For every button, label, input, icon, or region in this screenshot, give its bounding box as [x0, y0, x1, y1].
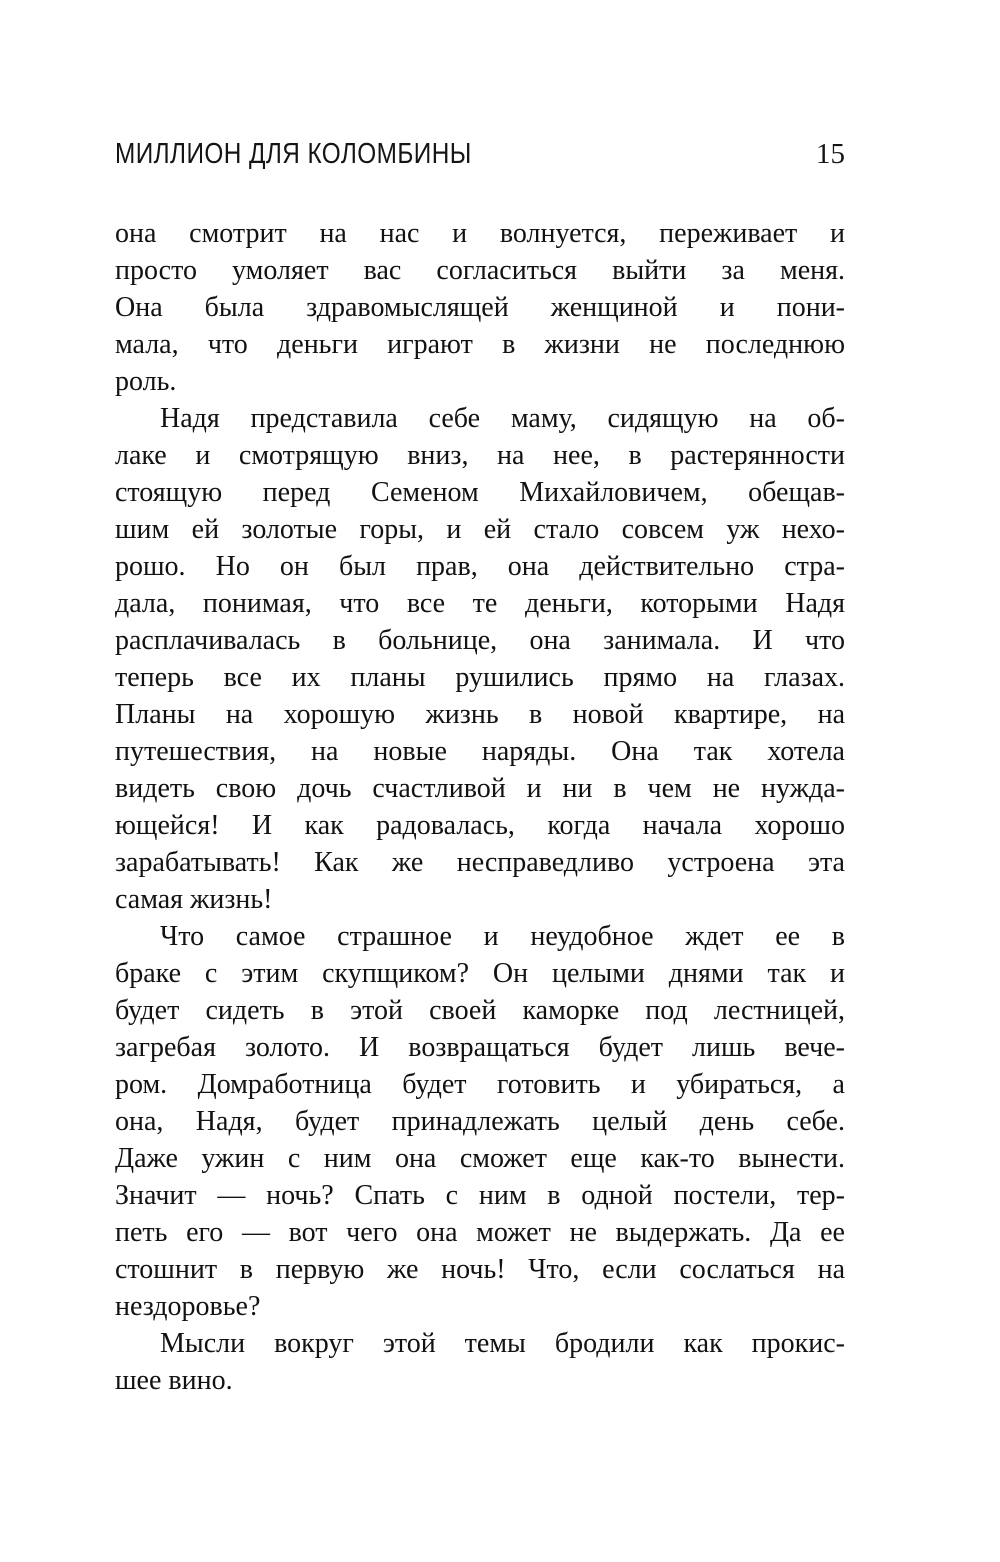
text-line: мала, что деньги играют в жизни не последнюю	[115, 329, 845, 360]
text-line: она смотрит на нас и волнуется, переживает и	[115, 218, 845, 249]
text-line: ющейся! И как радовалась, когда начала хорошо	[115, 810, 845, 841]
page-number: 15	[816, 138, 845, 170]
page-header	[115, 138, 845, 171]
text-line: лаке и смотрящую вниз, на нее, в растерянности	[115, 440, 845, 471]
text-line: она, Надя, будет принадлежать целый день себе.	[115, 1106, 845, 1137]
text-line: просто умоляет вас согласиться выйти за меня.	[115, 255, 845, 286]
text-line: ром. Домработница будет готовить и убираться, а	[115, 1069, 845, 1100]
running-title: МИЛЛИОН ДЛЯ КОЛОМБИНЫ	[115, 138, 472, 170]
text-line: нездоровье?	[115, 1291, 261, 1322]
text-line: дала, понимая, что все те деньги, которыми Надя	[115, 588, 845, 619]
paragraph	[115, 1325, 845, 1399]
text-line: шим ей золотые горы, и ей стало совсем уж нехо-	[115, 514, 845, 545]
text-line: стошнит в первую же ночь! Что, если сослаться на	[115, 1254, 845, 1285]
text-line: расплачивалась в больнице, она занимала. И что	[115, 625, 845, 656]
paragraph	[115, 918, 845, 1325]
text-line: Даже ужин с ним она сможет еще как-то вынести.	[115, 1143, 845, 1174]
text-line: Что самое страшное и неудобное ждет ее в	[160, 921, 845, 952]
text-line: теперь все их планы рушились прямо на глазах.	[115, 662, 845, 693]
text-line: Значит — ночь? Спать с ним в одной постели, тер-	[115, 1180, 845, 1211]
text-line: петь его — вот чего она может не выдержать. Да ее	[115, 1217, 845, 1248]
text-line: зарабатывать! Как же несправедливо устроена эта	[115, 847, 845, 878]
text-line: загребая золото. И возвращаться будет лишь вече-	[115, 1032, 845, 1063]
text-line: шее вино.	[115, 1365, 233, 1396]
text-line: Надя представила себе маму, сидящую на об-	[160, 403, 845, 434]
text-line: браке с этим скупщиком? Он целыми днями так и	[115, 958, 845, 989]
text-line: Планы на хорошую жизнь в новой квартире, на	[115, 699, 845, 730]
text-line: Она была здравомыслящей женщиной и пони-	[115, 292, 845, 323]
text-line: стоящую перед Семеном Михайловичем, обещав-	[115, 477, 845, 508]
paragraph	[115, 215, 845, 400]
text-line: будет сидеть в этой своей каморке под лестницей,	[115, 995, 845, 1026]
paragraph	[115, 400, 845, 918]
text-line: роль.	[115, 366, 177, 397]
body-text	[115, 215, 845, 1399]
text-line: видеть свою дочь счастливой и ни в чем не нужда-	[115, 773, 845, 804]
text-line: Мысли вокруг этой темы бродили как прокис-	[160, 1328, 845, 1359]
text-line: рошо. Но он был прав, она действительно стра-	[115, 551, 845, 582]
text-line: самая жизнь!	[115, 884, 273, 915]
text-line: путешествия, на новые наряды. Она так хотела	[115, 736, 845, 767]
